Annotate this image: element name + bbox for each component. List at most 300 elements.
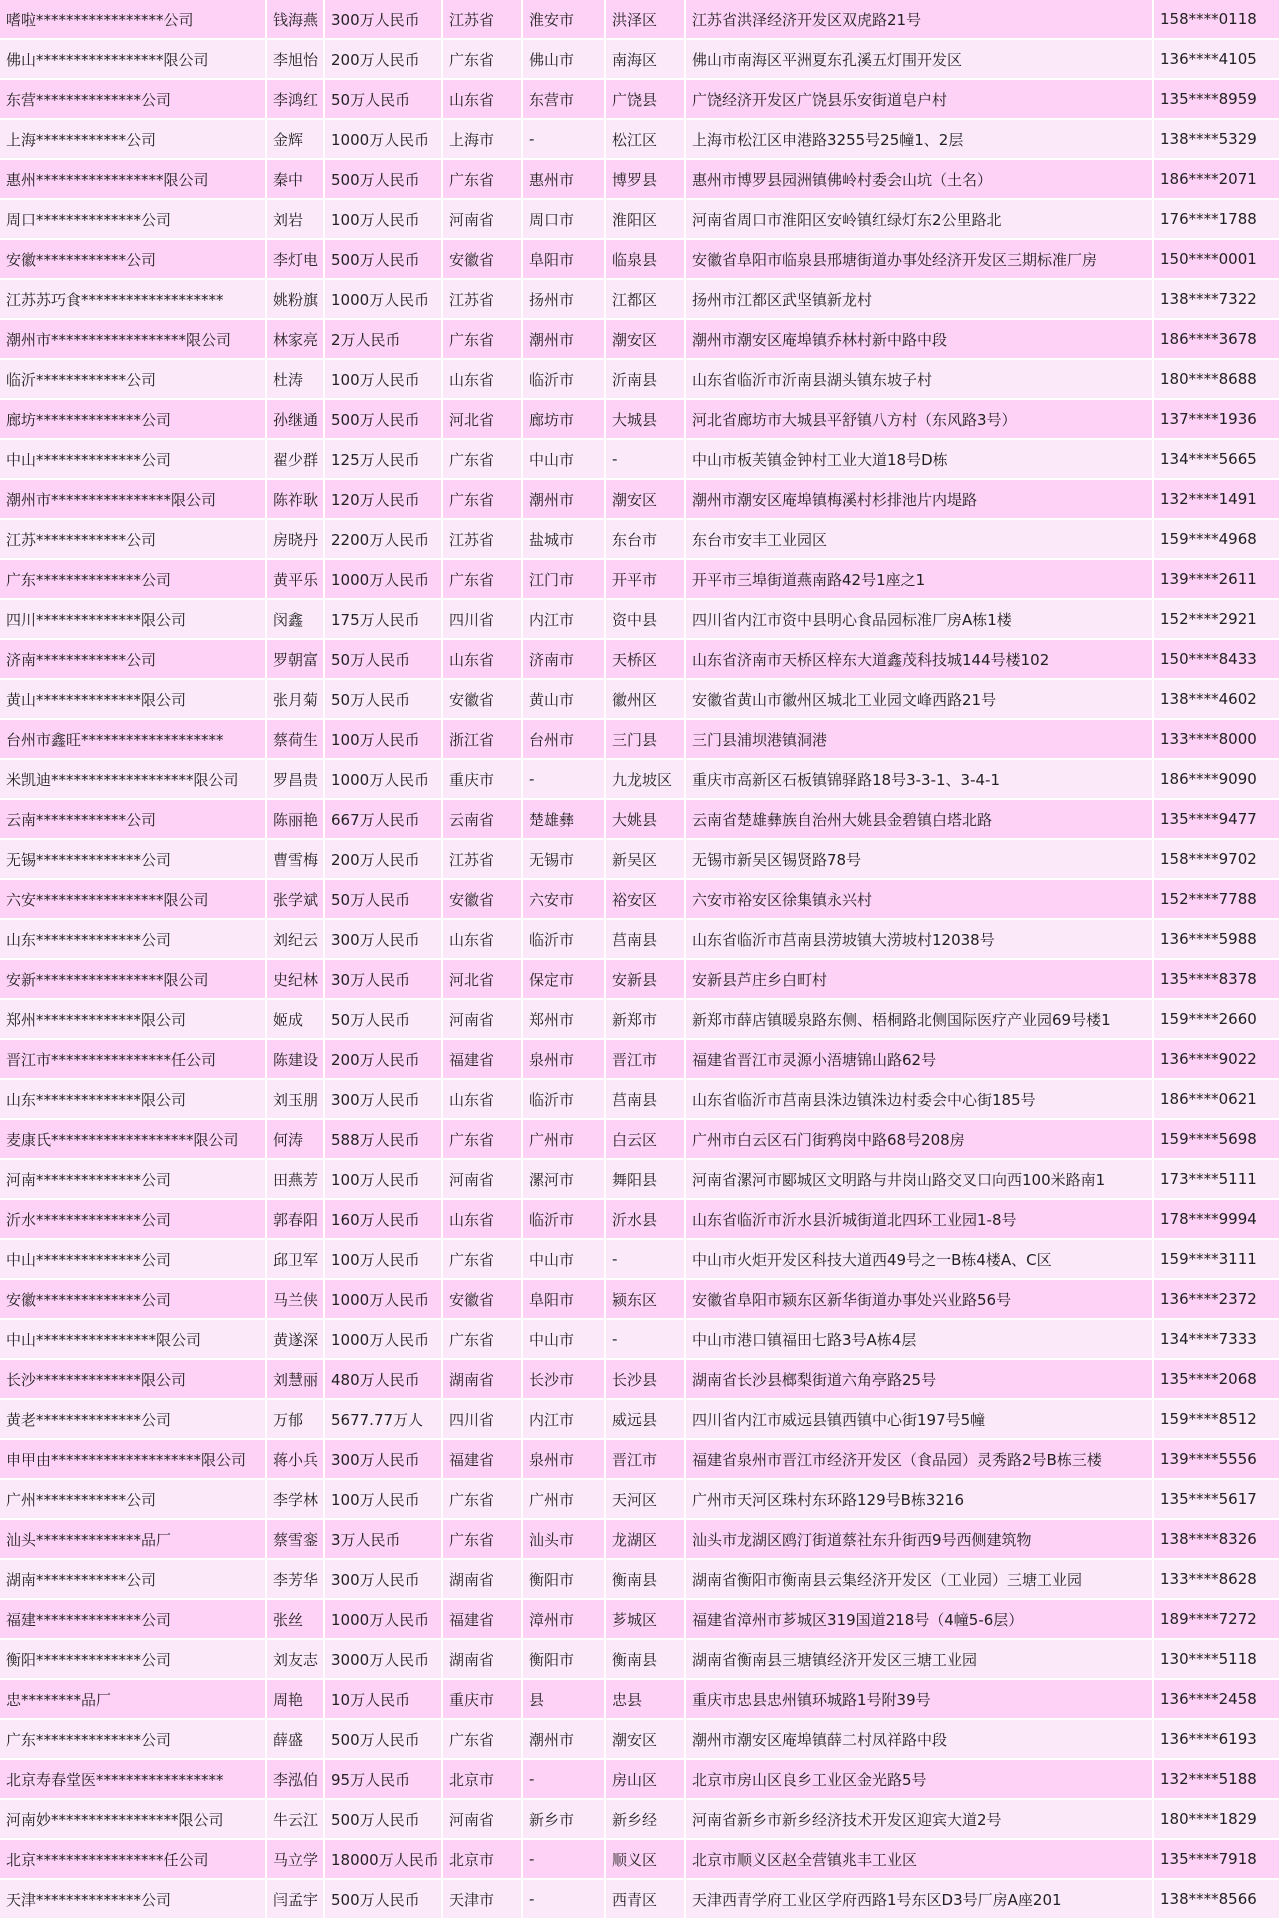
city-cell: 长沙市	[522, 1359, 605, 1399]
registered-capital-cell: 500万人民币	[324, 1719, 442, 1759]
legal-person-cell: 刘岩	[266, 199, 324, 239]
province-cell: 广东省	[442, 159, 522, 199]
district-cell: 潮安区	[605, 319, 685, 359]
district-cell: 江都区	[605, 279, 685, 319]
city-cell: 广州市	[522, 1479, 605, 1519]
province-cell: 河南省	[442, 1159, 522, 1199]
company-name-cell: 北京*****************任公司	[0, 1839, 266, 1879]
district-cell: -	[605, 1319, 685, 1359]
phone-cell: 136****2372	[1153, 1279, 1280, 1319]
province-cell: 广东省	[442, 39, 522, 79]
legal-person-cell: 何涛	[266, 1119, 324, 1159]
city-cell: 新乡市	[522, 1799, 605, 1839]
table-row	[0, 39, 1280, 79]
legal-person-cell: 刘友志	[266, 1639, 324, 1679]
city-cell: 漯河市	[522, 1159, 605, 1199]
legal-person-cell: 张丝	[266, 1599, 324, 1639]
address-cell: 潮州市潮安区庵埠镇乔林村新中路中段	[685, 319, 1153, 359]
address-cell: 无锡市新吴区锡贤路78号	[685, 839, 1153, 879]
table-row	[0, 1479, 1280, 1519]
province-cell: 安徽省	[442, 1279, 522, 1319]
legal-person-cell: 张月菊	[266, 679, 324, 719]
phone-cell: 138****8326	[1153, 1519, 1280, 1559]
table-row	[0, 679, 1280, 719]
district-cell: 临泉县	[605, 239, 685, 279]
registered-capital-cell: 100万人民币	[324, 1479, 442, 1519]
company-name-cell: 中山**************公司	[0, 439, 266, 479]
company-name-cell: 麦康氏*******************限公司	[0, 1119, 266, 1159]
city-cell: 广州市	[522, 1119, 605, 1159]
registered-capital-cell: 300万人民币	[324, 1439, 442, 1479]
province-cell: 广东省	[442, 1239, 522, 1279]
company-name-cell: 潮州市****************限公司	[0, 479, 266, 519]
city-cell: 临沂市	[522, 1199, 605, 1239]
province-cell: 安徽省	[442, 239, 522, 279]
district-cell: 徽州区	[605, 679, 685, 719]
phone-cell: 159****2660	[1153, 999, 1280, 1039]
registered-capital-cell: 10万人民币	[324, 1679, 442, 1719]
company-name-cell: 东营**************公司	[0, 79, 266, 119]
province-cell: 四川省	[442, 599, 522, 639]
phone-cell: 137****1936	[1153, 399, 1280, 439]
phone-cell: 133****8000	[1153, 719, 1280, 759]
district-cell: 洪泽区	[605, 0, 685, 39]
company-name-cell: 广东**************公司	[0, 1719, 266, 1759]
city-cell: 县	[522, 1679, 605, 1719]
city-cell: 佛山市	[522, 39, 605, 79]
address-cell: 山东省临沂市莒南县涝坡镇大涝坡村12038号	[685, 919, 1153, 959]
province-cell: 北京市	[442, 1839, 522, 1879]
registered-capital-cell: 667万人民币	[324, 799, 442, 839]
table-row	[0, 1599, 1280, 1639]
company-name-cell: 临沂************公司	[0, 359, 266, 399]
city-cell: 江门市	[522, 559, 605, 599]
table-row	[0, 1559, 1280, 1599]
legal-person-cell: 郭春阳	[266, 1199, 324, 1239]
address-cell: 安新县芦庄乡白町村	[685, 959, 1153, 999]
phone-cell: 159****3111	[1153, 1239, 1280, 1279]
province-cell: 山东省	[442, 79, 522, 119]
registered-capital-cell: 588万人民币	[324, 1119, 442, 1159]
district-cell: 顺义区	[605, 1839, 685, 1879]
registered-capital-cell: 18000万人民币	[324, 1839, 442, 1879]
legal-person-cell: 马立学	[266, 1839, 324, 1879]
table-row	[0, 1639, 1280, 1679]
registered-capital-cell: 500万人民币	[324, 1879, 442, 1919]
district-cell: 开平市	[605, 559, 685, 599]
province-cell: 江苏省	[442, 0, 522, 39]
address-cell: 开平市三埠街道燕南路42号1座之1	[685, 559, 1153, 599]
table-row	[0, 599, 1280, 639]
legal-person-cell: 李旭怡	[266, 39, 324, 79]
city-cell: 济南市	[522, 639, 605, 679]
district-cell: 莒南县	[605, 919, 685, 959]
table-row	[0, 1839, 1280, 1879]
company-name-cell: 山东**************限公司	[0, 1079, 266, 1119]
registered-capital-cell: 100万人民币	[324, 1239, 442, 1279]
legal-person-cell: 薛盛	[266, 1719, 324, 1759]
registered-capital-cell: 1000万人民币	[324, 279, 442, 319]
legal-person-cell: 李泓伯	[266, 1759, 324, 1799]
legal-person-cell: 蔡雪銮	[266, 1519, 324, 1559]
legal-person-cell: 闫孟宇	[266, 1879, 324, 1919]
phone-cell: 173****5111	[1153, 1159, 1280, 1199]
registered-capital-cell: 100万人民币	[324, 1159, 442, 1199]
district-cell: 忠县	[605, 1679, 685, 1719]
province-cell: 河北省	[442, 959, 522, 999]
phone-cell: 180****8688	[1153, 359, 1280, 399]
phone-cell: 136****4105	[1153, 39, 1280, 79]
city-cell: 衡阳市	[522, 1559, 605, 1599]
company-name-cell: 江苏************公司	[0, 519, 266, 559]
address-cell: 潮州市潮安区庵埠镇薛二村凤祥路中段	[685, 1719, 1153, 1759]
registered-capital-cell: 500万人民币	[324, 1799, 442, 1839]
company-name-cell: 台州市鑫旺*******************	[0, 719, 266, 759]
phone-cell: 158****0118	[1153, 0, 1280, 39]
province-cell: 广东省	[442, 1719, 522, 1759]
table-row	[0, 719, 1280, 759]
address-cell: 山东省临沂市莒南县洙边镇洙边村委会中心街185号	[685, 1079, 1153, 1119]
legal-person-cell: 林家亮	[266, 319, 324, 359]
district-cell: 沂南县	[605, 359, 685, 399]
company-name-cell: 云南************公司	[0, 799, 266, 839]
district-cell: 房山区	[605, 1759, 685, 1799]
address-cell: 重庆市忠县忠州镇环城路1号附39号	[685, 1679, 1153, 1719]
company-name-cell: 济南************公司	[0, 639, 266, 679]
company-name-cell: 广州************公司	[0, 1479, 266, 1519]
district-cell: 安新县	[605, 959, 685, 999]
district-cell: 白云区	[605, 1119, 685, 1159]
address-cell: 重庆市高新区石板镇锦驿路18号3-3-1、3-4-1	[685, 759, 1153, 799]
legal-person-cell: 黄遂深	[266, 1319, 324, 1359]
city-cell: -	[522, 1759, 605, 1799]
city-cell: -	[522, 759, 605, 799]
address-cell: 福建省晋江市灵源小浯塘锦山路62号	[685, 1039, 1153, 1079]
province-cell: 山东省	[442, 639, 522, 679]
phone-cell: 136****9022	[1153, 1039, 1280, 1079]
city-cell: 无锡市	[522, 839, 605, 879]
city-cell: 临沂市	[522, 1079, 605, 1119]
registered-capital-cell: 100万人民币	[324, 719, 442, 759]
address-cell: 北京市房山区良乡工业区金光路5号	[685, 1759, 1153, 1799]
province-cell: 广东省	[442, 1319, 522, 1359]
phone-cell: 186****0621	[1153, 1079, 1280, 1119]
address-cell: 三门县浦坝港镇洞港	[685, 719, 1153, 759]
city-cell: -	[522, 119, 605, 159]
phone-cell: 135****7918	[1153, 1839, 1280, 1879]
table-row	[0, 919, 1280, 959]
province-cell: 山东省	[442, 359, 522, 399]
company-name-cell: 嗜啦*****************公司	[0, 0, 266, 39]
company-name-cell: 四川**************限公司	[0, 599, 266, 639]
address-cell: 山东省临沂市沂南县湖头镇东坡子村	[685, 359, 1153, 399]
province-cell: 山东省	[442, 1199, 522, 1239]
city-cell: -	[522, 1879, 605, 1919]
city-cell: 台州市	[522, 719, 605, 759]
phone-cell: 186****2071	[1153, 159, 1280, 199]
phone-cell: 180****1829	[1153, 1799, 1280, 1839]
registered-capital-cell: 5677.77万人	[324, 1399, 442, 1439]
company-name-cell: 中山**************公司	[0, 1239, 266, 1279]
address-cell: 中山市火炬开发区科技大道西49号之一B栋4楼A、C区	[685, 1239, 1153, 1279]
table-row	[0, 479, 1280, 519]
registered-capital-cell: 125万人民币	[324, 439, 442, 479]
legal-person-cell: 李灯电	[266, 239, 324, 279]
table-row	[0, 1879, 1280, 1919]
district-cell: 舞阳县	[605, 1159, 685, 1199]
district-cell: 裕安区	[605, 879, 685, 919]
city-cell: -	[522, 1839, 605, 1879]
district-cell: -	[605, 439, 685, 479]
legal-person-cell: 张学斌	[266, 879, 324, 919]
table-row	[0, 1799, 1280, 1839]
table-row	[0, 319, 1280, 359]
legal-person-cell: 秦中	[266, 159, 324, 199]
legal-person-cell: 刘玉朋	[266, 1079, 324, 1119]
phone-cell: 178****9994	[1153, 1199, 1280, 1239]
table-row	[0, 799, 1280, 839]
registered-capital-cell: 500万人民币	[324, 239, 442, 279]
province-cell: 浙江省	[442, 719, 522, 759]
table-row	[0, 279, 1280, 319]
province-cell: 江苏省	[442, 519, 522, 559]
table-row	[0, 239, 1280, 279]
city-cell: 廊坊市	[522, 399, 605, 439]
registered-capital-cell: 3000万人民币	[324, 1639, 442, 1679]
table-row	[0, 1519, 1280, 1559]
table-row	[0, 1719, 1280, 1759]
address-cell: 北京市顺义区赵全营镇兆丰工业区	[685, 1839, 1153, 1879]
company-name-cell: 周口**************公司	[0, 199, 266, 239]
city-cell: 盐城市	[522, 519, 605, 559]
registered-capital-cell: 500万人民币	[324, 159, 442, 199]
phone-cell: 136****2458	[1153, 1679, 1280, 1719]
legal-person-cell: 罗昌贵	[266, 759, 324, 799]
address-cell: 天津西青学府工业区学府西路1号东区D3号厂房A座201	[685, 1879, 1153, 1919]
legal-person-cell: 刘慧丽	[266, 1359, 324, 1399]
province-cell: 广东省	[442, 1519, 522, 1559]
district-cell: 资中县	[605, 599, 685, 639]
address-cell: 潮州市潮安区庵埠镇梅溪村杉排池片内堤路	[685, 479, 1153, 519]
table-row	[0, 1439, 1280, 1479]
phone-cell: 130****5118	[1153, 1639, 1280, 1679]
address-cell: 湖南省长沙县榔梨街道六角亭路25号	[685, 1359, 1153, 1399]
province-cell: 广东省	[442, 1479, 522, 1519]
phone-cell: 136****6193	[1153, 1719, 1280, 1759]
table-row	[0, 1679, 1280, 1719]
address-cell: 东台市安丰工业园区	[685, 519, 1153, 559]
registered-capital-cell: 1000万人民币	[324, 1599, 442, 1639]
registered-capital-cell: 2200万人民币	[324, 519, 442, 559]
table-row	[0, 839, 1280, 879]
city-cell: 六安市	[522, 879, 605, 919]
address-cell: 广州市白云区石门街鸦岗中路68号208房	[685, 1119, 1153, 1159]
phone-cell: 150****8433	[1153, 639, 1280, 679]
legal-person-cell: 李学林	[266, 1479, 324, 1519]
company-name-cell: 沂水**************公司	[0, 1199, 266, 1239]
province-cell: 北京市	[442, 1759, 522, 1799]
table-row	[0, 759, 1280, 799]
phone-cell: 152****2921	[1153, 599, 1280, 639]
legal-person-cell: 翟少群	[266, 439, 324, 479]
district-cell: 晋江市	[605, 1039, 685, 1079]
address-cell: 福建省漳州市芗城区319国道218号（4幢5-6层）	[685, 1599, 1153, 1639]
table-row	[0, 999, 1280, 1039]
district-cell: 沂水县	[605, 1199, 685, 1239]
legal-person-cell: 陈建设	[266, 1039, 324, 1079]
city-cell: 临沂市	[522, 359, 605, 399]
legal-person-cell: 黄平乐	[266, 559, 324, 599]
registered-capital-cell: 1000万人民币	[324, 119, 442, 159]
registered-capital-cell: 1000万人民币	[324, 1279, 442, 1319]
phone-cell: 132****5188	[1153, 1759, 1280, 1799]
company-name-cell: 佛山*****************限公司	[0, 39, 266, 79]
table-row	[0, 1239, 1280, 1279]
registered-capital-cell: 100万人民币	[324, 359, 442, 399]
table-row	[0, 0, 1280, 39]
province-cell: 湖南省	[442, 1359, 522, 1399]
district-cell: 衡南县	[605, 1639, 685, 1679]
registered-capital-cell: 500万人民币	[324, 399, 442, 439]
company-name-cell: 安徽************公司	[0, 239, 266, 279]
legal-person-cell: 曹雪梅	[266, 839, 324, 879]
legal-person-cell: 周艳	[266, 1679, 324, 1719]
table-row	[0, 1079, 1280, 1119]
address-cell: 四川省内江市资中县明心食品园标准厂房A栋1楼	[685, 599, 1153, 639]
city-cell: 衡阳市	[522, 1639, 605, 1679]
phone-cell: 138****5329	[1153, 119, 1280, 159]
phone-cell: 134****7333	[1153, 1319, 1280, 1359]
table-row	[0, 1039, 1280, 1079]
district-cell: 松江区	[605, 119, 685, 159]
table-row	[0, 879, 1280, 919]
company-name-cell: 长沙**************限公司	[0, 1359, 266, 1399]
phone-cell: 135****2068	[1153, 1359, 1280, 1399]
legal-person-cell: 房晓丹	[266, 519, 324, 559]
province-cell: 山东省	[442, 919, 522, 959]
province-cell: 安徽省	[442, 679, 522, 719]
phone-cell: 186****3678	[1153, 319, 1280, 359]
city-cell: 阜阳市	[522, 239, 605, 279]
legal-person-cell: 陈祚耿	[266, 479, 324, 519]
phone-cell: 186****9090	[1153, 759, 1280, 799]
company-name-cell: 北京寿春堂医*****************	[0, 1759, 266, 1799]
company-name-cell: 六安*****************限公司	[0, 879, 266, 919]
district-cell: 颍东区	[605, 1279, 685, 1319]
district-cell: 大姚县	[605, 799, 685, 839]
address-cell: 扬州市江都区武坚镇新龙村	[685, 279, 1153, 319]
legal-person-cell: 万郁	[266, 1399, 324, 1439]
address-cell: 佛山市南海区平洲夏东孔溪五灯围开发区	[685, 39, 1153, 79]
province-cell: 江苏省	[442, 839, 522, 879]
table-row	[0, 1119, 1280, 1159]
table-row	[0, 959, 1280, 999]
company-name-cell: 申甲由********************限公司	[0, 1439, 266, 1479]
company-name-cell: 河南妙*****************限公司	[0, 1799, 266, 1839]
address-cell: 广州市天河区珠村东环路129号B栋3216	[685, 1479, 1153, 1519]
address-cell: 四川省内江市威远县镇西镇中心街197号5幢	[685, 1399, 1153, 1439]
city-cell: 阜阳市	[522, 1279, 605, 1319]
legal-person-cell: 陈丽艳	[266, 799, 324, 839]
district-cell: 潮安区	[605, 479, 685, 519]
legal-person-cell: 孙继通	[266, 399, 324, 439]
company-name-cell: 上海************公司	[0, 119, 266, 159]
legal-person-cell: 闵鑫	[266, 599, 324, 639]
table-row	[0, 1399, 1280, 1439]
registered-capital-cell: 200万人民币	[324, 1039, 442, 1079]
table-row	[0, 1319, 1280, 1359]
province-cell: 广东省	[442, 479, 522, 519]
city-cell: 楚雄彝	[522, 799, 605, 839]
table-row	[0, 79, 1280, 119]
company-name-cell: 中山****************限公司	[0, 1319, 266, 1359]
province-cell: 河北省	[442, 399, 522, 439]
company-name-cell: 惠州*****************限公司	[0, 159, 266, 199]
registered-capital-cell: 300万人民币	[324, 0, 442, 39]
phone-cell: 136****5988	[1153, 919, 1280, 959]
table-row	[0, 159, 1280, 199]
phone-cell: 135****9477	[1153, 799, 1280, 839]
province-cell: 广东省	[442, 319, 522, 359]
address-cell: 山东省济南市天桥区梓东大道鑫茂科技城144号楼102	[685, 639, 1153, 679]
address-cell: 广饶经济开发区广饶县乐安街道皂户村	[685, 79, 1153, 119]
legal-person-cell: 姬成	[266, 999, 324, 1039]
address-cell: 河南省漯河市郾城区文明路与井岗山路交叉口向西100米路南1	[685, 1159, 1153, 1199]
address-cell: 江苏省洪泽经济开发区双虎路21号	[685, 0, 1153, 39]
address-cell: 汕头市龙湖区鸥汀街道蔡社东升街西9号西侧建筑物	[685, 1519, 1153, 1559]
address-cell: 新郑市薛店镇暖泉路东侧、梧桐路北侧国际医疗产业园69号楼1	[685, 999, 1153, 1039]
registered-capital-cell: 300万人民币	[324, 919, 442, 959]
district-cell: 新郑市	[605, 999, 685, 1039]
legal-person-cell: 刘纪云	[266, 919, 324, 959]
phone-cell: 150****0001	[1153, 239, 1280, 279]
province-cell: 云南省	[442, 799, 522, 839]
address-cell: 安徽省黄山市徽州区城北工业园文峰西路21号	[685, 679, 1153, 719]
phone-cell: 158****9702	[1153, 839, 1280, 879]
phone-cell: 139****5556	[1153, 1439, 1280, 1479]
registered-capital-cell: 200万人民币	[324, 839, 442, 879]
registered-capital-cell: 300万人民币	[324, 1079, 442, 1119]
registered-capital-cell: 95万人民币	[324, 1759, 442, 1799]
phone-cell: 176****1788	[1153, 199, 1280, 239]
city-cell: 扬州市	[522, 279, 605, 319]
company-name-cell: 江苏苏巧食*******************	[0, 279, 266, 319]
city-cell: 汕头市	[522, 1519, 605, 1559]
province-cell: 河南省	[442, 1799, 522, 1839]
city-cell: 惠州市	[522, 159, 605, 199]
registered-capital-cell: 50万人民币	[324, 999, 442, 1039]
phone-cell: 138****4602	[1153, 679, 1280, 719]
city-cell: 周口市	[522, 199, 605, 239]
city-cell: 东营市	[522, 79, 605, 119]
company-name-cell: 米凯迪*******************限公司	[0, 759, 266, 799]
company-name-cell: 忠********品厂	[0, 1679, 266, 1719]
company-name-cell: 河南**************公司	[0, 1159, 266, 1199]
district-cell: 大城县	[605, 399, 685, 439]
district-cell: 西青区	[605, 1879, 685, 1919]
company-name-cell: 郑州**************限公司	[0, 999, 266, 1039]
legal-person-cell: 牛云江	[266, 1799, 324, 1839]
province-cell: 广东省	[442, 439, 522, 479]
phone-cell: 133****8628	[1153, 1559, 1280, 1599]
district-cell: 博罗县	[605, 159, 685, 199]
legal-person-cell: 邱卫军	[266, 1239, 324, 1279]
address-cell: 安徽省阜阳市颍东区新华街道办事处兴业路56号	[685, 1279, 1153, 1319]
registered-capital-cell: 1000万人民币	[324, 559, 442, 599]
city-cell: 黄山市	[522, 679, 605, 719]
phone-cell: 138****7322	[1153, 279, 1280, 319]
legal-person-cell: 蒋小兵	[266, 1439, 324, 1479]
